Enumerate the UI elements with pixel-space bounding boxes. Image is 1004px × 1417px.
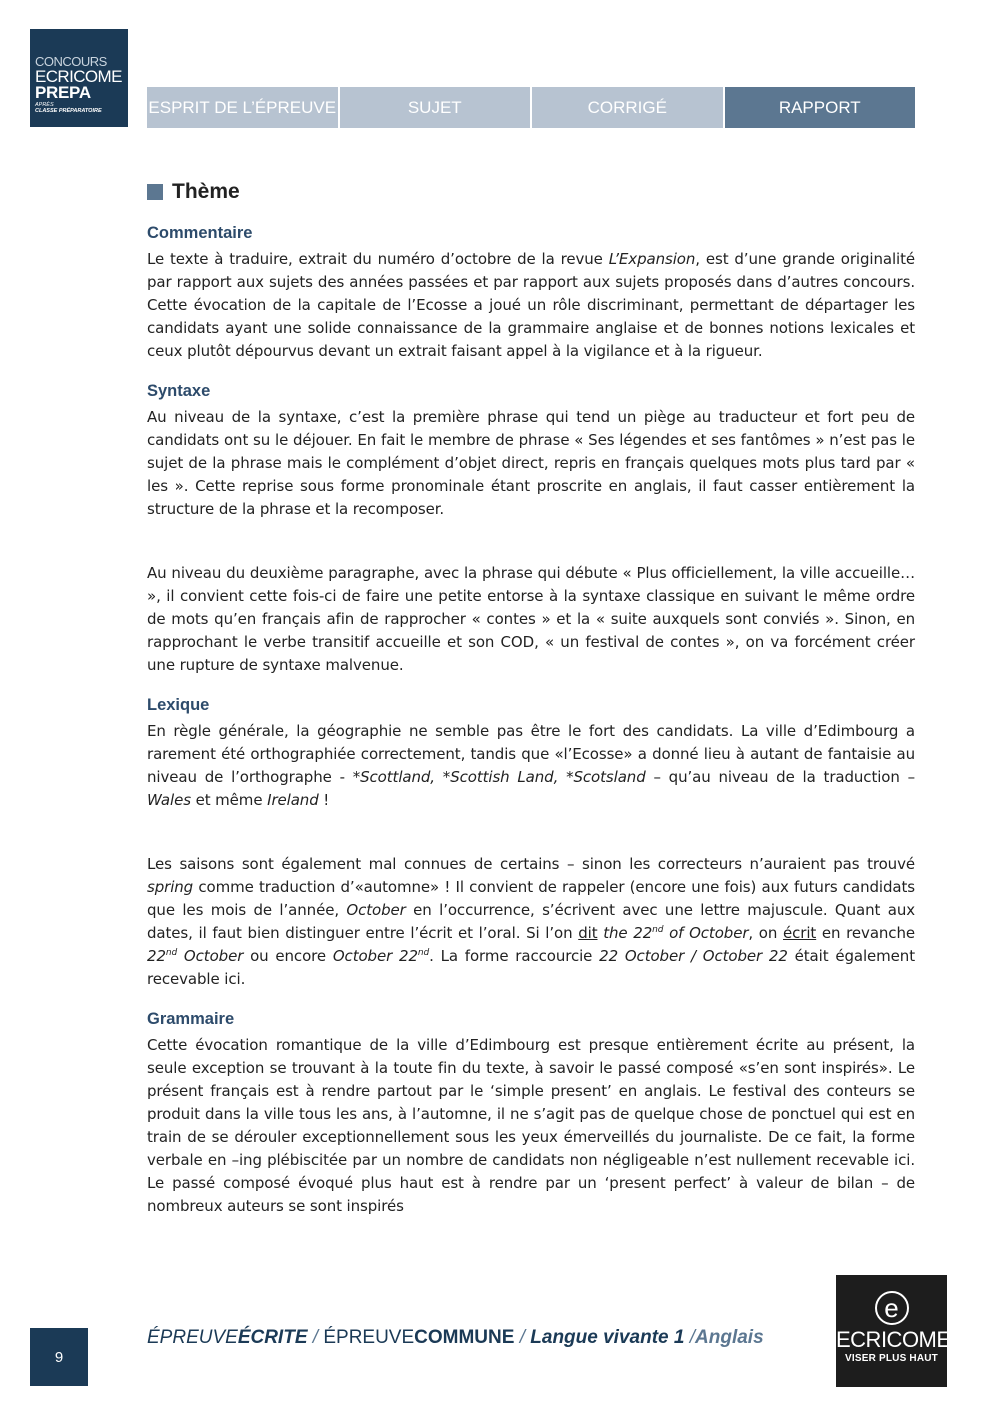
concours-logo xyxy=(30,29,128,127)
heading-lexique: Lexique xyxy=(147,696,210,714)
paragraph-commentaire: Le texte à traduire, extrait du numéro d’octobre de la revue L’Expansion, est d’une grande originalité par rapport aux sujets des années passées et par rapport aux sujets proposés dans d’autres concours. Cette évocation de la capitale de l’Ecosse a joué un rôle discriminant, permettant de départager les candidats ayant une solide connaissance de la grammaire anglaise et de bonnes notions lexicales et ceux plutôt dépourvus devant un extrait faisant appel à la vigilance et à la rigueur. xyxy=(147,250,915,360)
heading-syntaxe: Syntaxe xyxy=(147,382,211,400)
heading-grammaire: Grammaire xyxy=(147,1010,235,1028)
logo-ecricome: ECRICOME xyxy=(35,67,122,86)
section-title xyxy=(147,180,915,204)
paragraph-syntaxe-2: Au niveau du deuxième paragraphe, avec la phrase qui débute « Plus officiellement, la ville accueille… », il convient cette fois-ci de faire une petite entorse à la syntaxe classique en suivant le même ordre de mots qu’en français afin de rapprocher « contes » et la « suite auxquels sont conviés ». Sinon, en rapprochant le verbe transitif accueille et son COD, « un festival de contes », on va forcément créer une rupture de syntaxe malvenue. xyxy=(147,564,915,674)
paragraph-lexique-2: Les saisons sont également mal connues de certains – sinon les correcteurs n’auraient pas trouvé spring comme traduction d’«automne» ! Il convient de rappeler (encore une fois) aux futurs candidats que les mois de l’année, October en l’occurrence, s’écrivent avec une lettre majuscule. Quant aux dates, il faut bien distinguer entre l’écrit et l’oral. Si l’on dit the 22nd of October, on écrit en revanche 22nd October ou encore October 22nd. La forme raccourcie 22 October / October 22 était également recevable ici. xyxy=(147,855,916,988)
brand-tagline: VISER PLUS HAUT xyxy=(844,1353,938,1364)
ecricome-brand-logo xyxy=(836,1275,951,1387)
tab-corrige[interactable]: CORRIGÉ xyxy=(532,87,723,128)
square-bullet-icon xyxy=(147,184,163,200)
tab-sujet[interactable]: SUJET xyxy=(340,87,531,128)
section-tabs xyxy=(147,87,915,128)
logo-classe-preparatoire: CLASSE PRÉPARATOIRE xyxy=(35,107,102,114)
report-content xyxy=(147,180,915,1237)
brand-name: ECRICOME xyxy=(836,1327,951,1352)
logo-concours: CONCOURS xyxy=(35,54,107,69)
logo-prepa: PREPA xyxy=(35,83,91,102)
section-title-text: Thème xyxy=(172,180,240,203)
paragraph-syntaxe-1: Au niveau de la syntaxe, c’est la première phrase qui tend un piège au traducteur et fort peu de candidats ont su le déjouer. En fait le membre de phrase « Ses légendes et ses fantômes » n’est pas le sujet de la phrase mais le complément d’objet direct, repris en français quelques mots plus tard par « les ». Cette reprise sous forme pronominale étant proscrite en anglais, il faut casser entièrement la structure de la phrase et la recomposer. xyxy=(147,408,915,518)
paragraph-grammaire: Cette évocation romantique de la ville d’Edimbourg est presque entièrement écrite au présent, la seule exception se trouvant à la toute fin du texte, à savoir le passé composé «s’en sont inspirés». Le présent français est à rendre partout par le ‘simple present’ en anglais. Le festival des conteurs se produit dans la ville tous les ans, à l’automne, il ne s’agit pas de quelque chose de ponctuel qui est en train de se dérouler exceptionnellement sous les yeux émerveillés du journaliste. De ce fait, la forme verbale en –ing plébiscitée par un nombre de candidats non négligeable n’est nullement recevable ici. Le passé composé évoqué plus haut est à rendre par un ‘present perfect’ à valeur de bilan – de nombreux auteurs se sont inspirés xyxy=(147,1036,915,1215)
tab-esprit-epreuve[interactable]: ESPRIT DE L’ÉPREUVE xyxy=(147,87,338,128)
paragraph-lexique-1: En règle générale, la géographie ne semble pas être le fort des candidats. La ville d’Edimbourg a rarement été orthographiée correctement, tandis que «l’Ecosse» a donné lieu à autant de fantaisie au niveau de l’orthographe - *Scottland, *Scottish Land, *Scotsland – qu’au niveau de la traduction – Wales et même Ireland ! xyxy=(147,722,916,809)
heading-commentaire: Commentaire xyxy=(147,224,253,242)
footer-exam-label: ÉPREUVEÉCRITE / ÉPREUVECOMMUNE / Langue vivante 1 /Anglais xyxy=(147,1327,764,1348)
tab-rapport[interactable]: RAPPORT xyxy=(725,87,916,128)
logo-apres: APRÈS xyxy=(35,102,54,108)
ecricome-e-icon: e xyxy=(875,1291,909,1325)
page-number: 9 xyxy=(30,1328,88,1386)
